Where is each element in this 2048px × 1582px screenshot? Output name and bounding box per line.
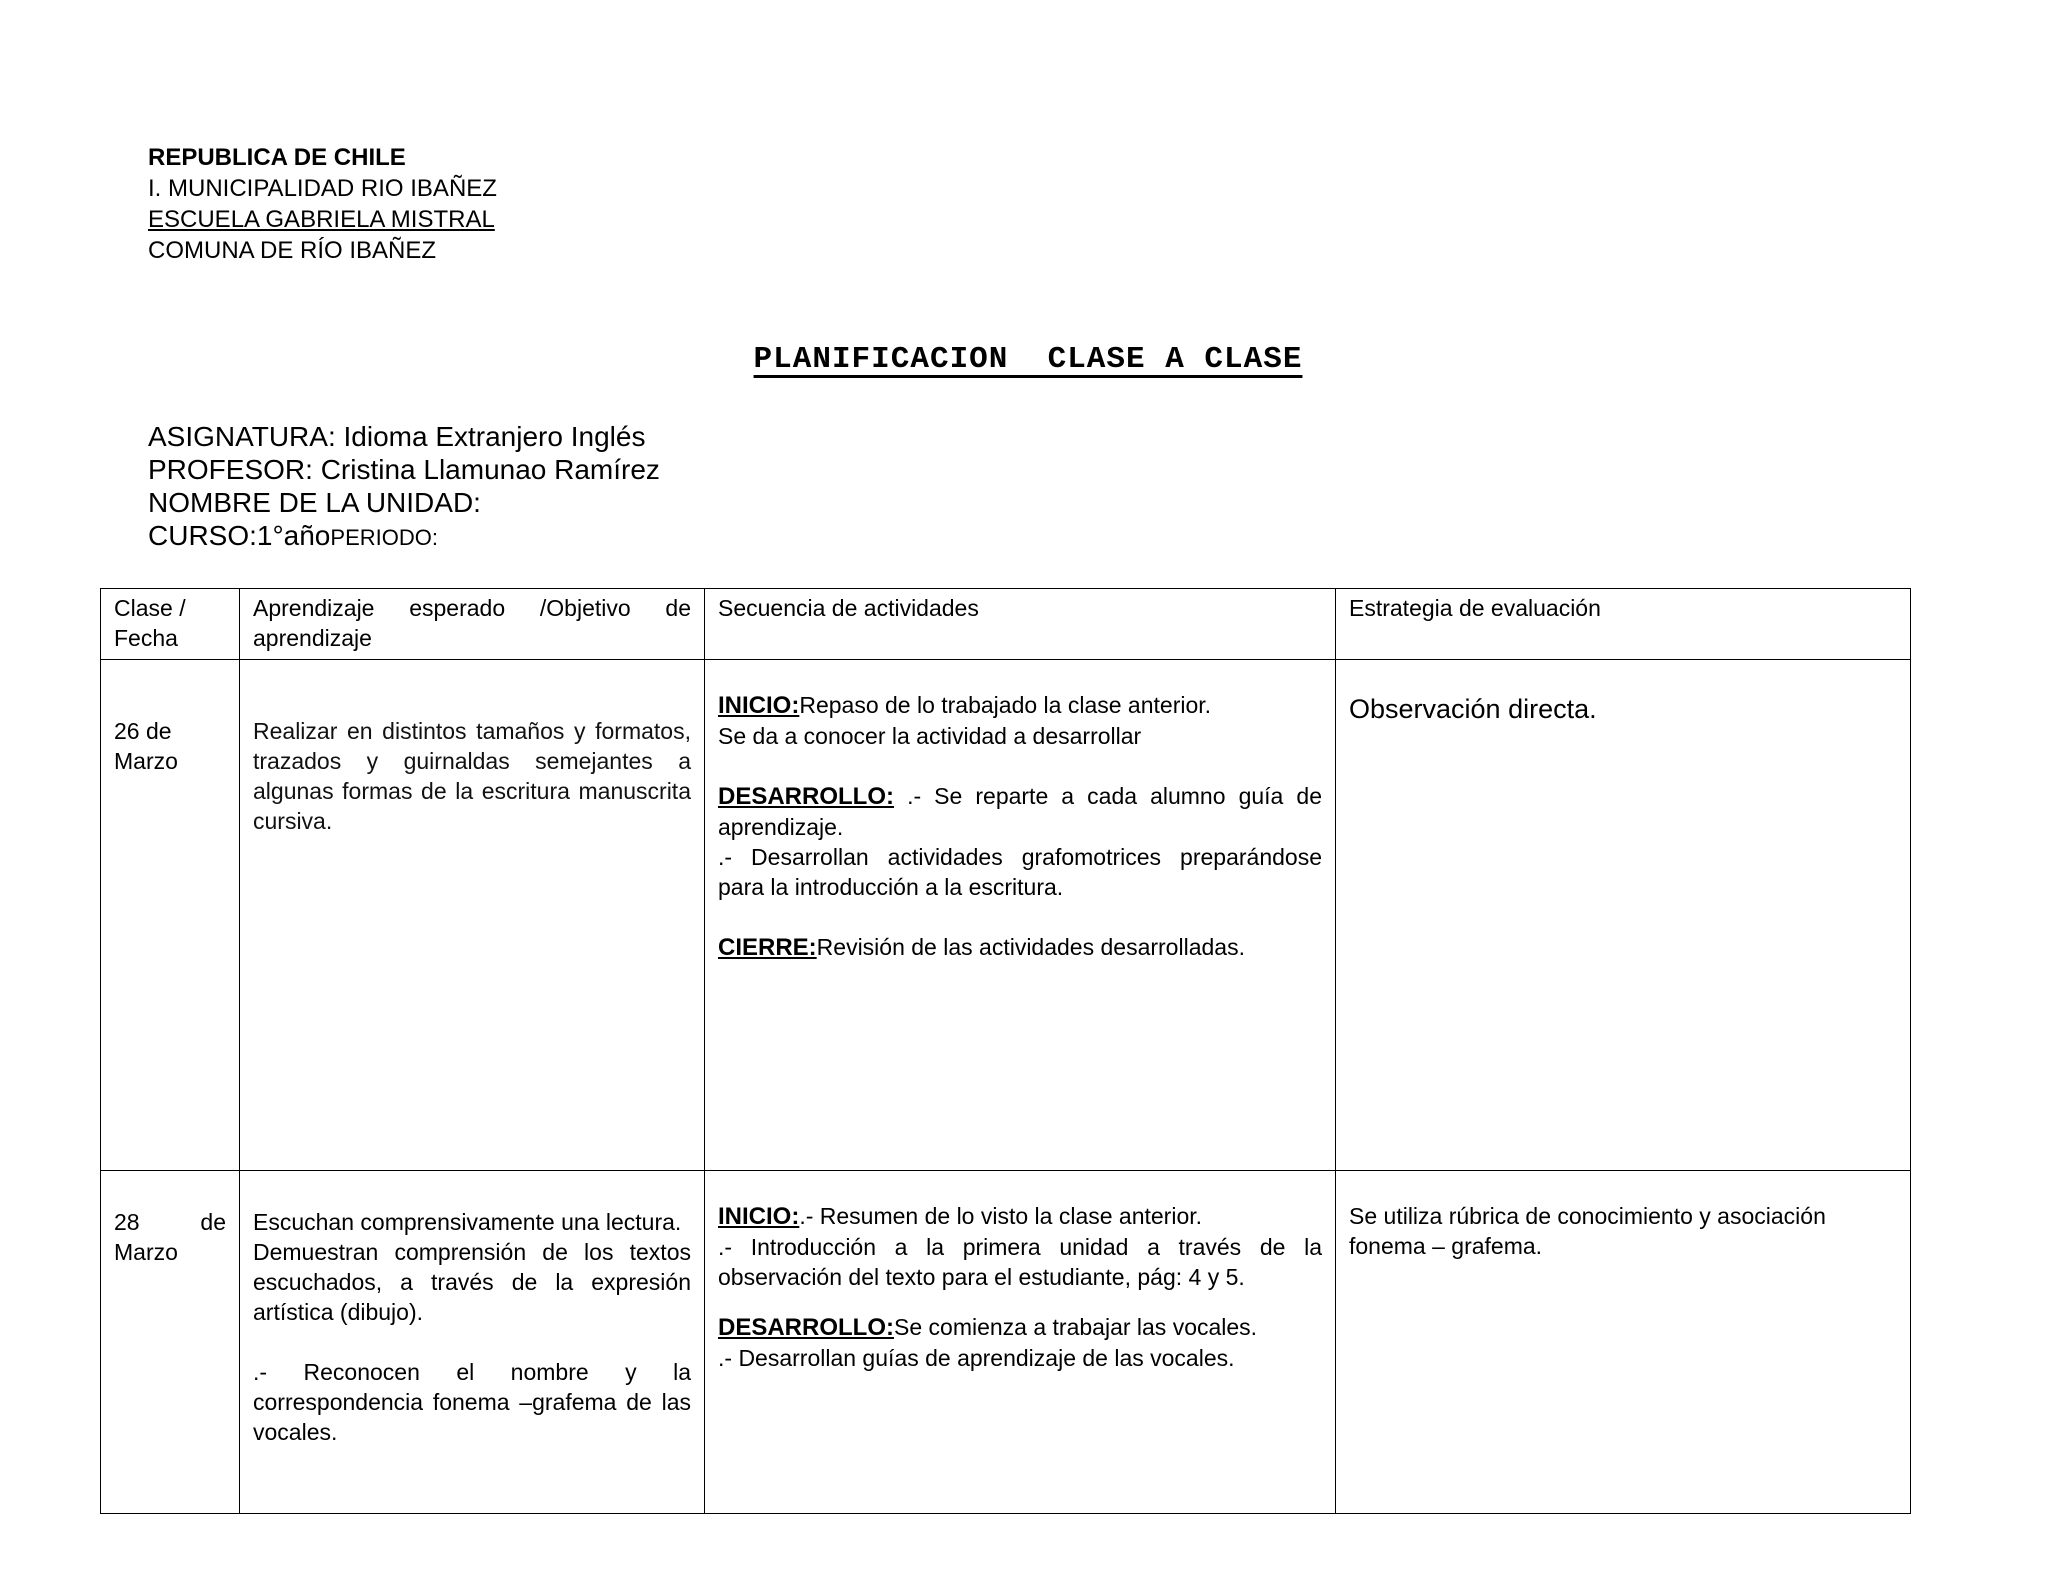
header-date: Clase / Fecha bbox=[101, 589, 240, 660]
row1-cierre-label: CIERRE: bbox=[718, 934, 817, 961]
table-row bbox=[101, 1171, 1911, 1514]
row2-evaluation: Se utiliza rúbrica de conocimiento y asociación fonema – grafema. bbox=[1336, 1171, 1911, 1514]
row1-inicio-label: INICIO: bbox=[718, 692, 800, 719]
row1-inicio-text2: Se da a conocer la actividad a desarrollar bbox=[718, 723, 1142, 749]
unit-line: NOMBRE DE LA UNIDAD: bbox=[148, 487, 481, 518]
row2-objective-1: Escuchan comprensivamente una lectura. bbox=[253, 1209, 682, 1235]
row2-date bbox=[101, 1171, 240, 1514]
row1-desarrollo-text2: .- Desarrollan actividades grafomotrices preparándose para la introducción a la escritura. bbox=[718, 844, 1322, 900]
row1-inicio-text: Repaso de lo trabajado la clase anterior. bbox=[799, 692, 1212, 718]
teacher-line: PROFESOR: Cristina Llamunao Ramírez bbox=[148, 454, 660, 485]
school-label: ESCUELA GABRIELA MISTRAL bbox=[148, 206, 495, 233]
municipality-label: I. MUNICIPALIDAD RIO IBAÑEZ bbox=[148, 175, 497, 202]
document-title: PLANIFICACION CLASE A CLASE bbox=[753, 342, 1303, 377]
planning-table bbox=[100, 588, 1911, 1514]
row1-cierre-text: Revisión de las actividades desarrolladas. bbox=[816, 934, 1245, 960]
row2-objective-2: Demuestran comprensión de los textos escuchados, a través de la expresión artística (dibujo). bbox=[253, 1239, 691, 1325]
row2-date-day: 28 bbox=[114, 1209, 140, 1235]
course-value: CURSO:1°año bbox=[148, 520, 331, 551]
subject-line: ASIGNATURA: Idioma Extranjero Inglés bbox=[148, 421, 646, 452]
row2-date-month: Marzo bbox=[114, 1239, 178, 1265]
period-label: PERIODO: bbox=[330, 525, 438, 550]
row1-desarrollo-text: .- Se reparte a cada alumno guía de aprendizaje. bbox=[718, 783, 1322, 840]
header-objective: Aprendizaje esperado /Objetivo de aprendizaje bbox=[240, 589, 705, 660]
school-header bbox=[148, 142, 497, 266]
class-info bbox=[148, 420, 660, 554]
table-row bbox=[101, 660, 1911, 1171]
row2-desarrollo-text2: .- Desarrollan guías de aprendizaje de las vocales. bbox=[718, 1345, 1235, 1371]
row1-date: 26 de Marzo bbox=[101, 660, 240, 1171]
row2-desarrollo-text: Se comienza a trabajar las vocales. bbox=[894, 1314, 1258, 1340]
row1-sequence bbox=[705, 660, 1336, 1171]
table-header-row bbox=[101, 589, 1911, 660]
row2-inicio-label: INICIO: bbox=[718, 1203, 800, 1230]
row1-desarrollo-label: DESARROLLO: bbox=[718, 783, 894, 810]
commune-label: COMUNA DE RÍO IBAÑEZ bbox=[148, 237, 437, 264]
row2-inicio-text: .- Resumen de lo visto la clase anterior. bbox=[799, 1203, 1203, 1229]
row2-objective-3: .- Reconocen el nombre y la correspondencia fonema –grafema de las vocales. bbox=[253, 1359, 691, 1445]
country-label: REPUBLICA DE CHILE bbox=[148, 144, 406, 171]
course-line bbox=[148, 519, 660, 554]
header-evaluation: Estrategia de evaluación bbox=[1336, 589, 1911, 660]
row1-evaluation: Observación directa. bbox=[1336, 660, 1911, 1171]
row2-desarrollo-label: DESARROLLO: bbox=[718, 1314, 894, 1341]
row2-inicio-text2: .- Introducción a la primera unidad a través de la observación del texto para el estudiante, pág: 4 y 5. bbox=[718, 1234, 1322, 1290]
row2-sequence bbox=[705, 1171, 1336, 1514]
header-sequence: Secuencia de actividades bbox=[705, 589, 1336, 660]
row1-objective: Realizar en distintos tamaños y formatos, trazados y guirnaldas semejantes a algunas formas de la escritura manuscrita cursiva. bbox=[240, 660, 705, 1171]
row2-objective bbox=[240, 1171, 705, 1514]
row2-date-de: de bbox=[200, 1209, 226, 1235]
